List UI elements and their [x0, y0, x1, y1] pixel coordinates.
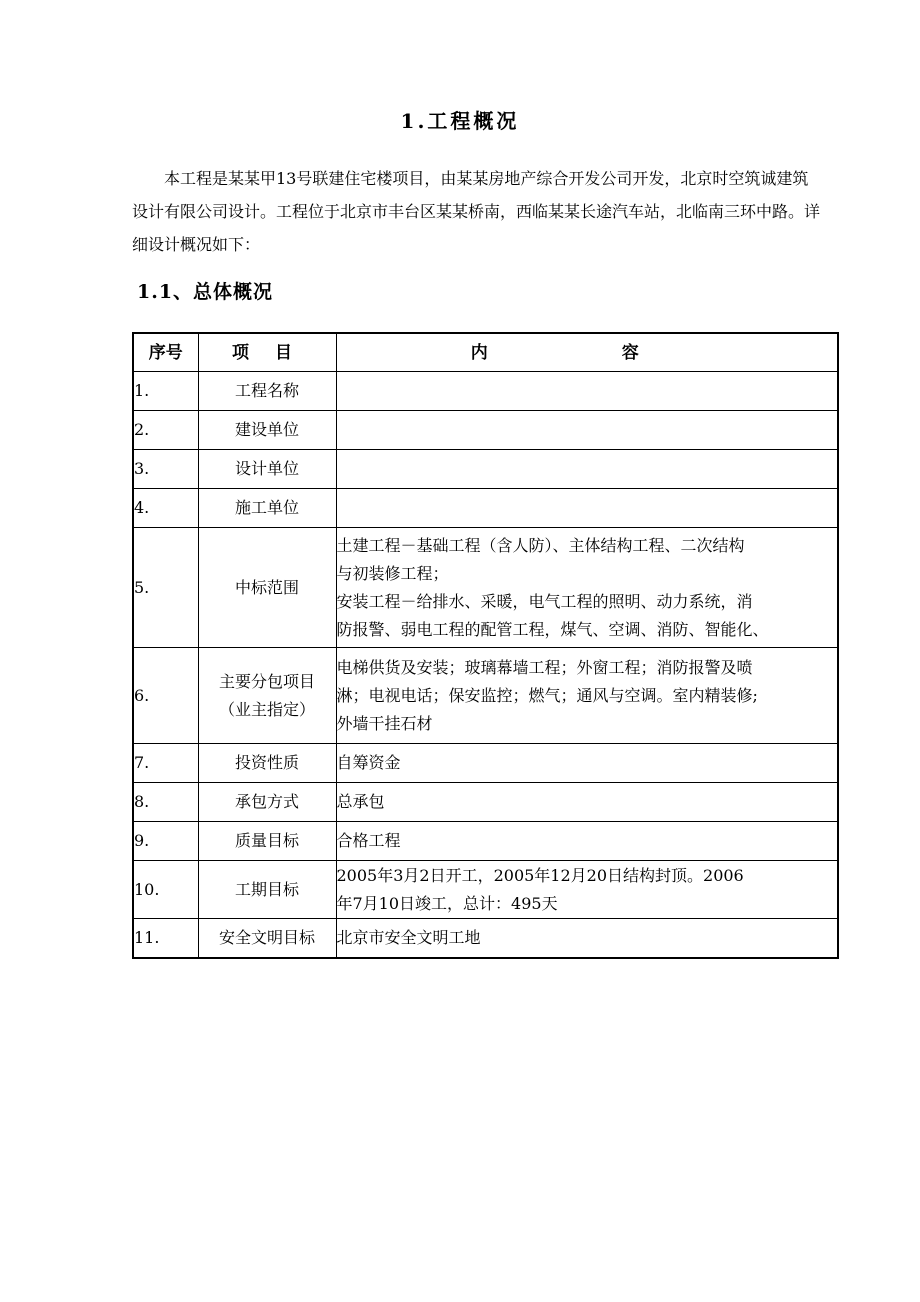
row-item: 安全文明目标: [198, 919, 336, 958]
row-content: [336, 450, 838, 489]
content-line: 自筹资金: [336, 753, 401, 772]
page-title: 1.工程概况: [400, 109, 520, 133]
content-line: 合格工程: [336, 831, 401, 850]
row-content: [336, 861, 838, 919]
row-number: 5.: [133, 528, 198, 648]
row-content: [336, 489, 838, 528]
content-line: 与初装修工程；: [336, 563, 449, 583]
row-item: 中标范围: [198, 528, 336, 648]
row-item-main: 主要分包项目: [218, 671, 315, 691]
header-content: 内 容: [336, 333, 838, 372]
row-item: [198, 648, 336, 744]
row-item: 质量目标: [198, 822, 336, 861]
table-row: [133, 744, 838, 783]
row-content: [336, 919, 838, 958]
content-line: 年7月10日竣工，总计：495天: [336, 893, 558, 913]
row-content: [336, 372, 838, 411]
table-row: [133, 411, 838, 450]
row-item-sub: （业主指定）: [218, 699, 315, 719]
row-number: 4.: [133, 489, 198, 528]
content-line: 淋；电视电话；保安监控；燃气；通风与空调。室内精装修;: [336, 685, 758, 705]
row-item: 施工单位: [198, 489, 336, 528]
row-content: [336, 783, 838, 822]
row-item: 工程名称: [198, 372, 336, 411]
content-line: 土建工程－基础工程（含人防）、主体结构工程、二次结构: [336, 535, 745, 555]
row-number: 7.: [133, 744, 198, 783]
table-header-row: [133, 333, 838, 372]
table-row: [133, 783, 838, 822]
content-line: 总承包: [336, 792, 385, 811]
row-number: 2.: [133, 411, 198, 450]
row-number: 1.: [133, 372, 198, 411]
content-line: 2005年3月2日开工，2005年12月20日结构封顶。2006: [336, 865, 744, 885]
content-line: 北京市安全文明工地: [336, 927, 481, 947]
content-line: 防报警、弱电工程的配管工程，煤气、空调、消防、智能化、: [336, 619, 769, 639]
content-line: 安装工程－给排水、采暖，电气工程的照明、动力系统，消: [336, 591, 753, 611]
table-row: [133, 528, 838, 648]
content-line: 电梯供货及安装；玻璃幕墙工程；外窗工程；消防报警及喷: [336, 657, 753, 677]
row-content: [336, 648, 838, 744]
row-item: 建设单位: [198, 411, 336, 450]
table-row: [133, 822, 838, 861]
row-item: 投资性质: [198, 744, 336, 783]
row-number: 8.: [133, 783, 198, 822]
table-row: [133, 450, 838, 489]
row-number: 3.: [133, 450, 198, 489]
overview-table: [132, 332, 839, 959]
table-row: [133, 372, 838, 411]
row-content: [336, 411, 838, 450]
section-heading: 1.1、总体概况: [137, 281, 274, 303]
row-number: 9.: [133, 822, 198, 861]
table-row: [133, 489, 838, 528]
row-item: 工期目标: [198, 861, 336, 919]
row-number: 10.: [133, 861, 198, 919]
row-content: [336, 822, 838, 861]
intro-paragraph: 本工程是某某甲13号联建住宅楼项目，由某某房地产综合开发公司开发，北京时空筑诚建筑设计有限公司设计。工程位于北京市丰台区某某桥南，西临某某长途汽车站，北临南三环中路。详细设计概况如下：: [132, 169, 821, 254]
row-item: 承包方式: [198, 783, 336, 822]
row-item: 设计单位: [198, 450, 336, 489]
content-line: 外墙干挂石材: [336, 713, 433, 733]
table-row: [133, 648, 838, 744]
header-item: 项 目: [198, 333, 336, 372]
row-number: 6.: [133, 648, 198, 744]
row-content: [336, 528, 838, 648]
row-number: 11.: [133, 919, 198, 958]
row-content: [336, 744, 838, 783]
header-no: 序号: [133, 333, 198, 372]
table-row: [133, 861, 838, 919]
table-row: [133, 919, 838, 958]
